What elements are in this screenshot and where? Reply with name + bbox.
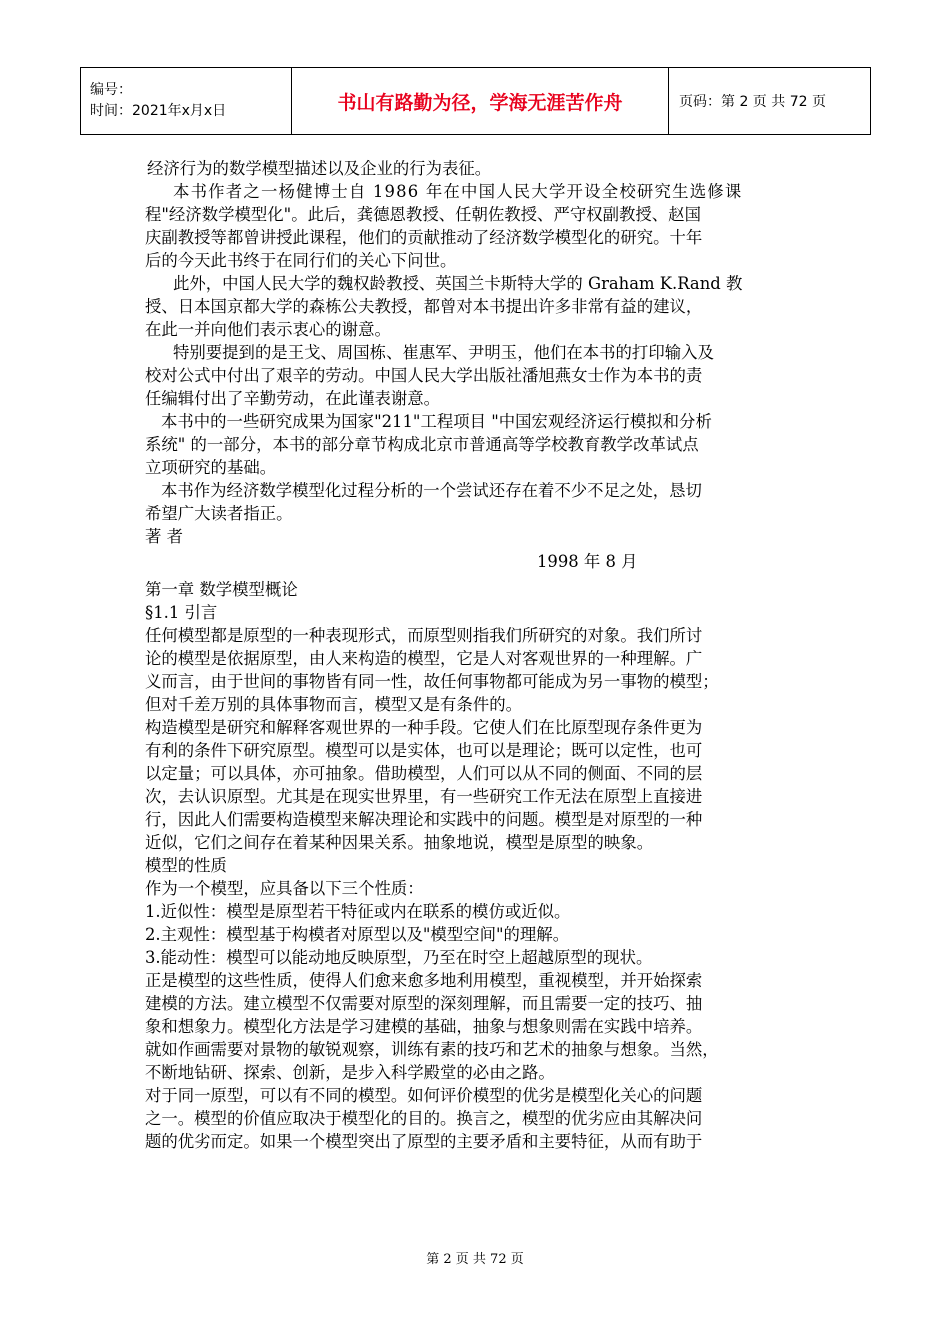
chapter-title: 第一章 数学模型概论	[145, 580, 298, 599]
text-line: 本书作为经济数学模型化过程分析的一个尝试还存在着不少不足之处，恳切	[161, 481, 702, 500]
list-item: 2.主观性：模型基于构模者对原型以及"模型空间"的理解。	[145, 925, 570, 944]
text-line: 以定量；可以具体，亦可抽象。借助模型，人们可以从不同的侧面、不同的层	[145, 764, 703, 783]
body-text	[145, 157, 815, 1153]
text-line: 希望广大读者指正。	[145, 504, 293, 523]
header-page-number: 页码：第 2 页 共 72 页	[669, 68, 871, 135]
preface-date: 1998 年 8 月	[537, 552, 638, 571]
page-footer: 第 2 页 共 72 页	[426, 1252, 524, 1267]
text-line: 有利的条件下研究原型。模型可以是实体，也可以是理论；既可以定性，也可	[145, 741, 703, 760]
author-signature: 著 者	[145, 527, 183, 546]
text-line: 近似，它们之间存在着某种因果关系。抽象地说，模型是原型的映象。	[145, 833, 654, 852]
text-line: 作为一个模型，应具备以下三个性质：	[145, 879, 424, 898]
list-item: 3.能动性：模型可以能动地反映原型，乃至在时空上超越原型的现状。	[145, 948, 653, 967]
text-line: 授、日本国京都大学的森栋公夫教授，都曾对本书提出许多非常有益的建议，	[145, 297, 703, 316]
text-line: 后的今天此书终于在同行们的关心下问世。	[145, 251, 457, 270]
text-line: 对于同一原型，可以有不同的模型。如何评价模型的优劣是模型化关心的问题	[145, 1086, 703, 1105]
text-line: 义而言，由于世间的事物皆有同一性，故任何事物都可能成为另一事物的模型；	[145, 672, 719, 691]
text-line: 之一。模型的价值应取决于模型化的目的。换言之，模型的优劣应由其解决问	[145, 1109, 703, 1128]
text-line: 校对公式中付出了艰辛的劳动。中国人民大学出版社潘旭燕女士作为本书的责	[145, 366, 703, 385]
text-line: 象和想象力。模型化方法是学习建模的基础，抽象与想象则需在实践中培养。	[145, 1017, 703, 1036]
text-line: 本书中的一些研究成果为国家"211"工程项目 "中国宏观经济运行模拟和分析	[161, 412, 712, 431]
text-line: 特别要提到的是王戈、周国栋、崔惠军、尹明玉，他们在本书的打印输入及	[173, 343, 714, 362]
text-line: 次，去认识原型。尤其是在现实世界里，有一些研究工作无法在原型上直接进	[145, 787, 703, 806]
text-line: 行，因此人们需要构造模型来解决理论和实践中的问题。模型是对原型的一种	[145, 810, 703, 829]
text-line: 构造模型是研究和解释客观世界的一种手段。它使人们在比原型现存条件更为	[145, 718, 703, 737]
header-meta	[81, 68, 292, 135]
serial-label: 编号：	[90, 82, 132, 98]
text-line: 题的优劣而定。如果一个模型突出了原型的主要矛盾和主要特征，从而有助于	[145, 1132, 703, 1151]
text-line: 庆副教授等都曾讲授此课程，他们的贡献推动了经济数学模型化的研究。十年	[145, 228, 703, 247]
text-line: 不断地钻研、探索、创新，是步入科学殿堂的必由之路。	[145, 1063, 555, 1082]
text-line: 但对千差万别的具体事物而言，模型又是有条件的。	[145, 695, 522, 714]
text-line: 论的模型是依据原型，由人来构造的模型，它是人对客观世界的一种理解。广	[145, 649, 703, 668]
text-line: 此外，中国人民大学的魏权龄教授、英国兰卡斯特大学的 Graham K.Rand 教	[173, 274, 743, 293]
text-line: 程"经济数学模型化"。此后，龚德恩教授、任朝佐教授、严守权副教授、赵国	[145, 205, 701, 224]
text-line: 本书作者之一杨健博士自 1986 年在中国人民大学开设全校研究生选修课	[173, 182, 743, 201]
text-line: 系统" 的一部分，本书的部分章节构成北京市普通高等学校教育教学改革试点	[145, 435, 699, 454]
page-header	[80, 67, 871, 135]
text-line: 经济行为的数学模型描述以及企业的行为表征。	[147, 159, 492, 178]
time-label: 时间：2021年x月x日	[90, 103, 227, 119]
list-item: 1.近似性：模型是原型若干特征或内在联系的模仿或近似。	[145, 902, 571, 921]
text-line: 在此一并向他们表示衷心的谢意。	[145, 320, 391, 339]
text-line: 建模的方法。建立模型不仅需要对原型的深刻理解，而且需要一定的技巧、抽	[145, 994, 703, 1013]
text-line: 任编辑付出了辛勤劳动，在此谨表谢意。	[145, 389, 441, 408]
section-title: §1.1 引言	[145, 603, 218, 622]
text-line: 正是模型的这些性质，使得人们愈来愈多地利用模型，重视模型，并开始探索	[145, 971, 703, 990]
text-line: 任何模型都是原型的一种表现形式，而原型则指我们所研究的对象。我们所讨	[145, 626, 703, 645]
header-motto: 书山有路勤为径，学海无涯苦作舟	[292, 68, 669, 135]
subheading: 模型的性质	[145, 856, 227, 875]
text-line: 立项研究的基础。	[145, 458, 277, 477]
text-line: 就如作画需要对景物的敏锐观察，训练有素的技巧和艺术的抽象与想象。当然，	[145, 1040, 719, 1059]
